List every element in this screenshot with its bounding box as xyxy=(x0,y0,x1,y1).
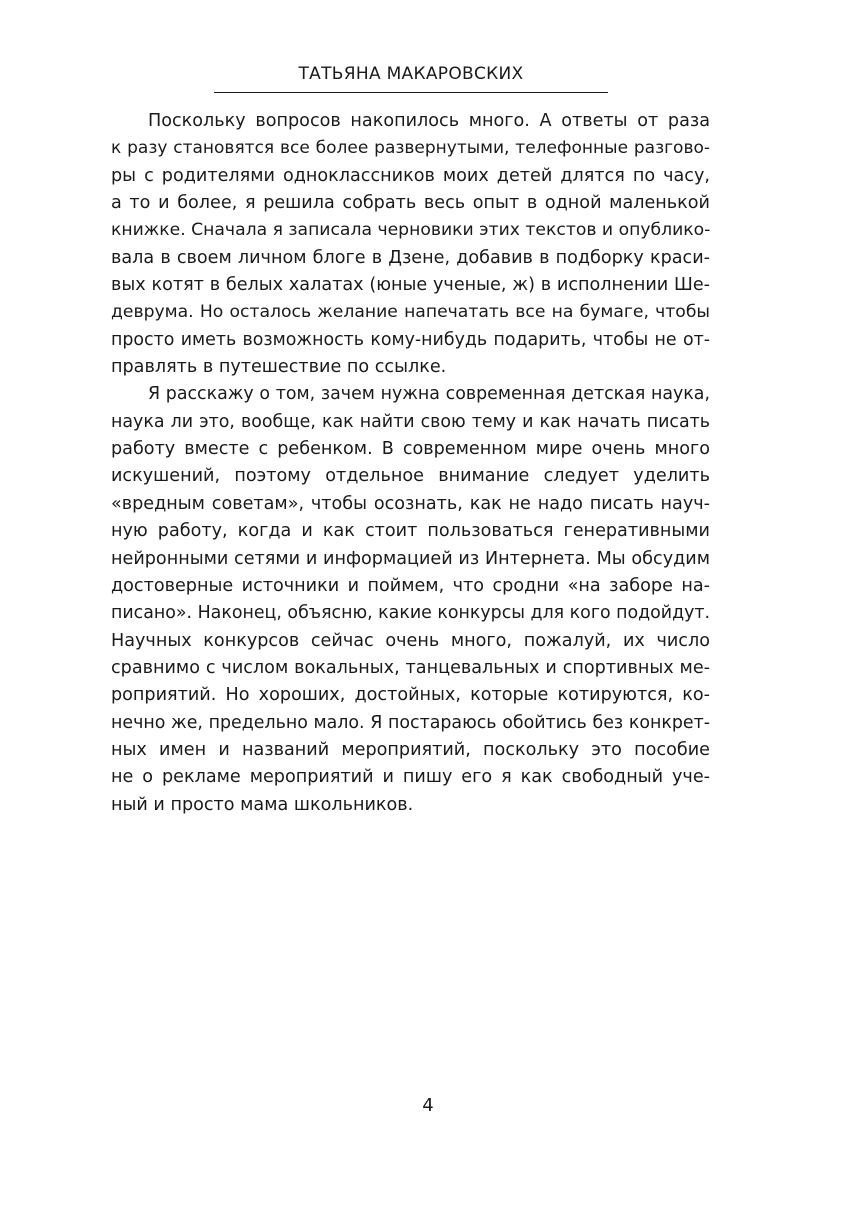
page-number: 4 xyxy=(422,1095,434,1116)
text-line: книжке. Сначала я записала черновики этих текстов и опублико- xyxy=(111,220,711,241)
text-line: к разу становятся все более развернутыми, телефонные разгово- xyxy=(111,138,710,159)
text-line: правлять в путешествие по ссылке. xyxy=(111,357,447,378)
text-line: ную работу, когда и как стоит пользоваться генеративными xyxy=(111,521,710,542)
text-line: достоверные источники и поймем, что сродни «на заборе на- xyxy=(111,575,710,596)
text-line: вала в своем личном блоге в Дзене, добавив в подборку краси- xyxy=(111,247,710,268)
text-line: вых котят в белых халатах (юные ученые, ж) в исполнении Ше- xyxy=(111,275,710,296)
text-line: писано». Наконец, объясню, какие конкурсы для кого подойдут. xyxy=(111,603,711,624)
text-line: ных имен и названий мероприятий, поскольку это пособие xyxy=(111,739,710,760)
body-text xyxy=(111,108,710,819)
text-line: ры с родителями одноклассников моих детей длятся по часу, xyxy=(111,165,710,186)
text-line: «вредным советам», чтобы осознать, как не надо писать науч- xyxy=(111,493,710,514)
paragraph-1 xyxy=(111,108,710,381)
header-rule xyxy=(214,92,608,93)
text-line: Я расскажу о том, зачем нужна современная детская наука, xyxy=(148,384,710,405)
text-line: Поскольку вопросов накопилось много. А ответы от раза xyxy=(148,111,710,131)
text-line: роприятий. Но хороших, достойных, которые котируются, ко- xyxy=(111,685,710,706)
text-line: работу вместе с ребенком. В современном мире очень много xyxy=(111,439,710,460)
text-line: нейронными сетями и информацией из Интернета. Мы обсудим xyxy=(111,548,710,569)
text-line: деврума. Но осталось желание напечатать все на бумаге, чтобы xyxy=(111,302,710,323)
text-line: наука ли это, вообще, как найти свою тему и как начать писать xyxy=(111,411,710,432)
text-line: просто иметь возможность кому-нибудь подарить, чтобы не от- xyxy=(111,329,710,350)
text-line: искушений, поэтому отдельное внимание следует уделить xyxy=(111,466,710,487)
text-line: нечно же, предельно мало. Я постараюсь обойтись без конкрет- xyxy=(111,712,710,733)
text-line: не о рекламе мероприятий и пишу его я как свободный уче- xyxy=(111,767,710,788)
text-line: сравнимо с числом вокальных, танцевальных и спортивных ме- xyxy=(111,657,710,678)
paragraph-2 xyxy=(111,381,710,819)
text-line: а то и более, я решила собрать весь опыт в одной маленькой xyxy=(111,193,710,214)
running-head-author: ТАТЬЯНА МАКАРОВСКИХ xyxy=(298,64,524,84)
text-line: Научных конкурсов сейчас очень много, пожалуй, их число xyxy=(111,630,710,651)
text-line: ный и просто мама школьников. xyxy=(111,794,414,815)
